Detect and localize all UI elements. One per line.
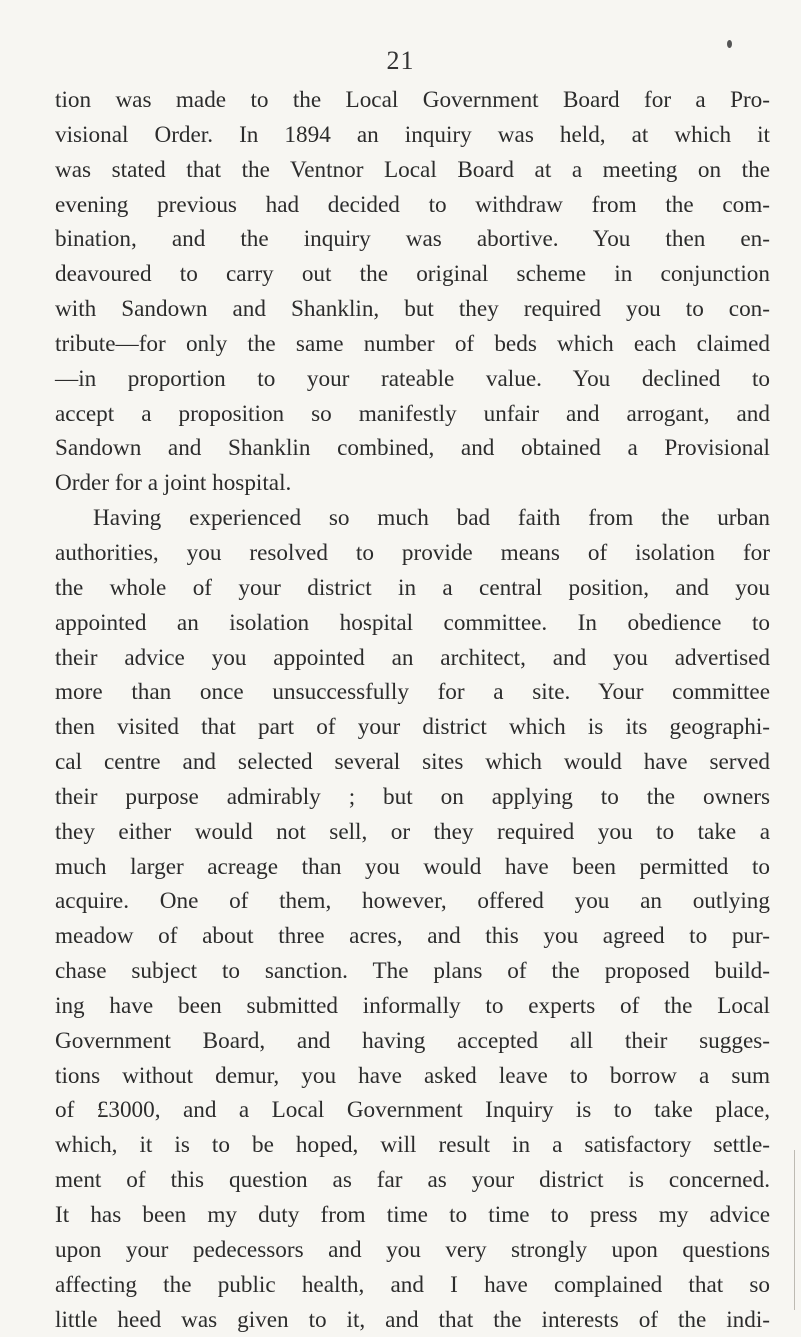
text-line: visional Order. In 1894 an inquiry was held, at which it bbox=[55, 121, 770, 148]
text-line: much larger acreage than you would have been permitted to bbox=[55, 853, 770, 880]
text-line: meadow of about three acres, and this you agreed to pur- bbox=[55, 923, 770, 950]
text-line: was stated that the Ventnor Local Board at a meeting on the bbox=[55, 156, 770, 183]
text-line: Sandown and Shanklin combined, and obtained a Provisional bbox=[55, 435, 770, 462]
text-line: ment of this question as far as your district is concerned. bbox=[55, 1167, 770, 1194]
paragraph-2 bbox=[55, 501, 770, 1337]
text-line: chase subject to sanction. The plans of the proposed build- bbox=[55, 958, 770, 985]
text-line: accept a proposition so manifestly unfair and arrogant, and bbox=[55, 400, 770, 427]
text-line: deavoured to carry out the original scheme in conjunction bbox=[55, 261, 770, 288]
page-edge-mark bbox=[794, 1150, 795, 1310]
text-line: ing have been submitted informally to experts of the Local bbox=[55, 992, 770, 1019]
text-line: appointed an isolation hospital committee. In obedience to bbox=[55, 609, 770, 636]
text-line: Order for a joint hospital. bbox=[55, 470, 292, 497]
text-line: their advice you appointed an architect, and you advertised bbox=[55, 644, 770, 671]
text-line: they either would not sell, or they required you to take a bbox=[55, 818, 770, 845]
text-line: Government Board, and having accepted all their sugges- bbox=[55, 1027, 770, 1054]
text-line: upon your pedecessors and you very strongly upon questions bbox=[55, 1236, 770, 1263]
text-line: which, it is to be hoped, will result in a satisfactory settle- bbox=[55, 1132, 770, 1159]
text-line: then visited that part of your district which is its geographi- bbox=[55, 714, 770, 741]
text-line: cal centre and selected several sites which would have served bbox=[55, 749, 770, 776]
text-line: affecting the public health, and I have complained that so bbox=[55, 1271, 770, 1298]
text-line: acquire. One of them, however, offered you an outlying bbox=[55, 888, 770, 915]
text-line: little heed was given to it, and that the interests of the indi- bbox=[55, 1306, 770, 1333]
text-line: more than once unsuccessfully for a site. Your committee bbox=[55, 679, 770, 706]
text-line: Having experienced so much bad faith from the urban bbox=[93, 505, 770, 532]
text-line: with Sandown and Shanklin, but they required you to con- bbox=[55, 296, 770, 323]
paragraph-1 bbox=[55, 83, 770, 501]
text-line: —in proportion to your rateable value. You declined to bbox=[55, 365, 770, 392]
text-line: bination, and the inquiry was abortive. You then en- bbox=[55, 226, 770, 253]
text-line: evening previous had decided to withdraw from the com- bbox=[55, 191, 770, 218]
text-line: authorities, you resolved to provide means of isolation for bbox=[55, 539, 770, 566]
text-line: of £3000, and a Local Government Inquiry is to take place, bbox=[55, 1097, 770, 1124]
text-line: the whole of your district in a central position, and you bbox=[55, 574, 770, 601]
page-number: 21 bbox=[386, 46, 415, 75]
text-line: tions without demur, you have asked leave to borrow a sum bbox=[55, 1062, 770, 1089]
text-line: tribute—for only the same number of beds which each claimed bbox=[55, 330, 770, 357]
text-line: It has been my duty from time to time to press my advice bbox=[55, 1202, 770, 1228]
body-text bbox=[55, 83, 770, 1337]
text-line: their purpose admirably ; but on applying to the owners bbox=[55, 783, 770, 810]
text-line: tion was made to the Local Government Board for a Pro- bbox=[55, 87, 770, 113]
